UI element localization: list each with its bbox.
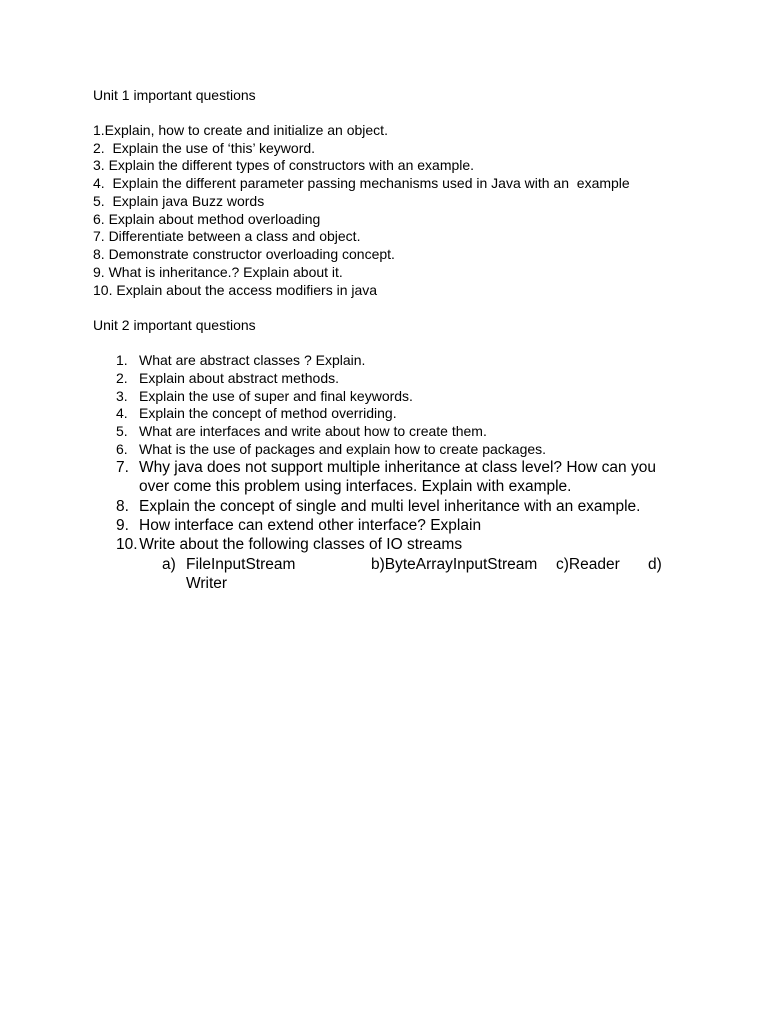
unit2-heading: Unit 2 important questions: [93, 317, 256, 333]
unit1-question: 10. Explain about the access modifiers in java: [93, 282, 378, 298]
unit1-question: 7. Differentiate between a class and object.: [93, 228, 361, 244]
unit1-heading: Unit 1 important questions: [93, 87, 256, 103]
sub-item-c: c)Reader: [556, 556, 620, 573]
unit2-question-text: Explain the use of super and final keywords.: [139, 388, 413, 404]
unit2-question-number: 2.: [116, 370, 128, 386]
unit2-question-number: 6.: [116, 441, 128, 457]
sub-item-marker-d: d): [648, 556, 662, 573]
unit2-question-text: How interface can extend other interface? Explain: [139, 517, 482, 534]
unit2-question-number: 7.: [116, 459, 129, 476]
unit1-question: 1.Explain, how to create and initialize an object.: [93, 122, 388, 138]
unit2-question-number: 4.: [116, 405, 128, 421]
unit2-question-text: Write about the following classes of IO streams: [135, 536, 463, 553]
unit2-question-text: Why java does not support multiple inheritance at class level? How can you: [139, 459, 656, 476]
unit1-question: 2. Explain the use of ‘this’ keyword.: [93, 140, 316, 156]
unit2-question-number: 1.: [116, 352, 128, 368]
unit2-question-text: What is the use of packages and explain how to create packages.: [139, 441, 547, 457]
sub-item-a: FileInputStream: [186, 556, 296, 573]
unit2-question-text: What are interfaces and write about how to create them.: [139, 423, 487, 439]
unit1-question: 9. What is inheritance.? Explain about it.: [93, 264, 343, 280]
unit2-question-text-continued: over come this problem using interfaces. Explain with example.: [139, 478, 572, 495]
unit2-question-text: What are abstract classes ? Explain.: [139, 352, 366, 368]
sub-item-d: Writer: [186, 575, 228, 592]
sub-item-b: b)ByteArrayInputStream: [371, 556, 538, 573]
unit2-question-number: 10.: [116, 536, 138, 553]
unit2-question-number: 5.: [116, 423, 128, 439]
unit2-question-text: Explain the concept of single and multi level inheritance with an example.: [139, 498, 641, 515]
unit1-question: 6. Explain about method overloading: [93, 211, 321, 227]
unit2-question-number: 9.: [116, 517, 129, 534]
unit2-question-text: Explain the concept of method overriding.: [139, 405, 397, 421]
unit1-question: 5. Explain java Buzz words: [93, 193, 265, 209]
unit1-question: 3. Explain the different types of constructors with an example.: [93, 157, 475, 173]
unit1-question: 4. Explain the different parameter passing mechanisms used in Java with an example: [93, 175, 630, 191]
unit2-question-number: 3.: [116, 388, 128, 404]
unit1-question: 8. Demonstrate constructor overloading concept.: [93, 246, 395, 262]
unit2-question-number: 8.: [116, 498, 129, 515]
unit2-question-text: Explain about abstract methods.: [139, 370, 340, 386]
sub-item-marker-a: a): [162, 556, 176, 573]
